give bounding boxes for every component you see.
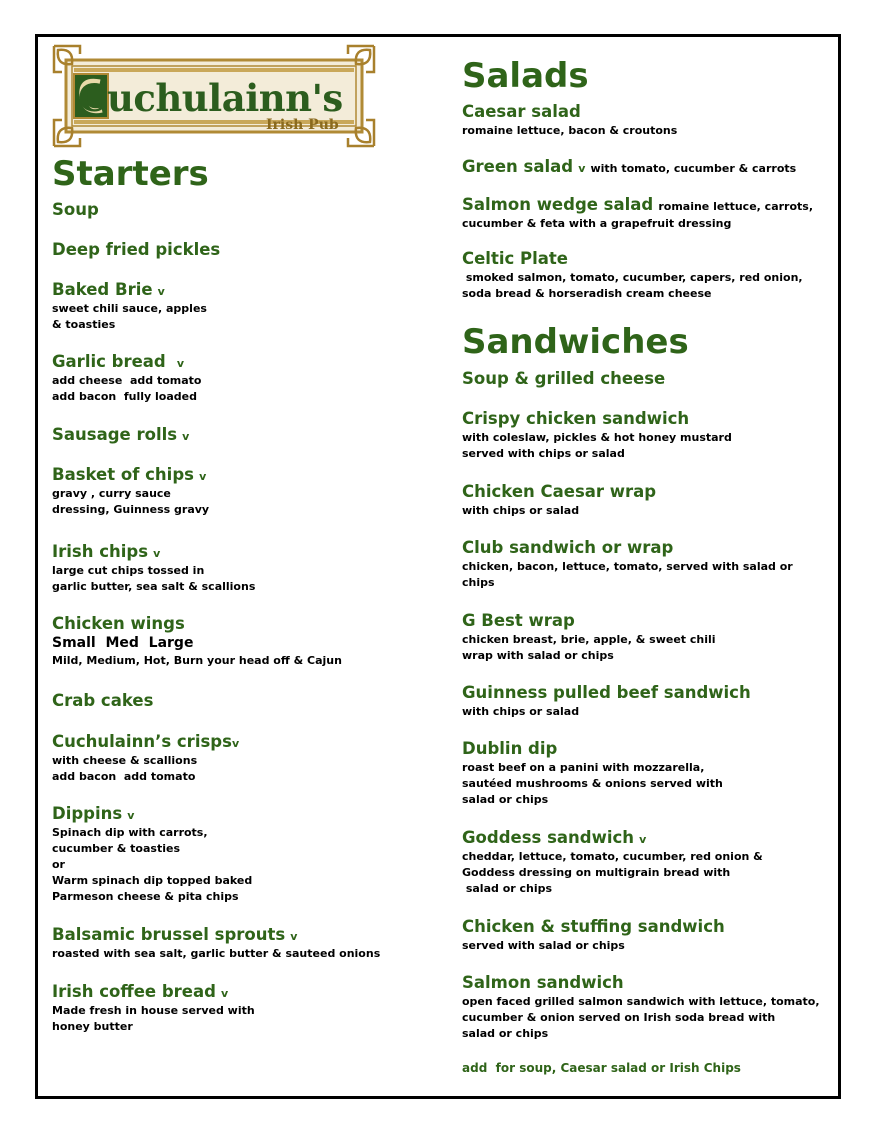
item-name: Deep fried pickles [52, 240, 221, 259]
vegetarian-marker: v [182, 430, 190, 443]
item-description: smoked salmon, tomato, cucumber, capers, red onion, soda bread & horseradish cream cheese [462, 271, 803, 300]
menu-item [52, 200, 422, 220]
item-name: G Best wrap [462, 611, 575, 630]
vegetarian-marker: v [221, 987, 229, 1000]
menu-item [462, 157, 834, 177]
item-description: Spinach dip with carrots, cucumber & toasties or Warm spinach dip topped baked Parmeson cheese & pita chips [52, 826, 253, 903]
item-description: Made fresh in house served with honey butter [52, 1004, 255, 1033]
menu-item [462, 538, 834, 591]
item-name: Cuchulainn’s crisps [52, 732, 232, 751]
item-name: Caesar salad [462, 102, 581, 121]
menu-item [52, 352, 422, 405]
menu-item [52, 614, 422, 669]
wing-sizes: Small Med Large [52, 635, 194, 651]
item-description: large cut chips tossed in garlic butter, sea salt & scallions [52, 564, 256, 593]
item-name: Club sandwich or wrap [462, 538, 674, 557]
item-description: gravy , curry sauce dressing, Guinness gravy [52, 487, 210, 516]
menu-item [462, 917, 834, 954]
vegetarian-marker: v [157, 285, 165, 298]
item-name: Crab cakes [52, 691, 154, 710]
menu-item [52, 732, 422, 785]
item-name: Soup [52, 200, 99, 219]
item-name: Basket of chips [52, 465, 194, 484]
item-name: Irish coffee bread [52, 982, 216, 1001]
menu-item [52, 691, 422, 711]
item-name: Irish chips [52, 542, 149, 561]
item-name: Sausage rolls [52, 425, 178, 444]
item-name: Crispy chicken sandwich [462, 409, 690, 428]
menu-item [462, 828, 834, 897]
item-name: Garlic bread [52, 352, 166, 371]
item-name: Guinness pulled beef sandwich [462, 683, 751, 702]
menu-item [52, 240, 422, 260]
item-name: Goddess sandwich [462, 828, 635, 847]
item-name: Green salad [462, 157, 574, 176]
item-description: romaine lettuce, bacon & croutons [462, 124, 678, 137]
item-name: Chicken wings [52, 614, 185, 633]
item-description: chicken breast, brie, apple, & sweet chili wrap with salad or chips [462, 633, 716, 662]
vegetarian-marker: v [176, 357, 185, 370]
menu-item [462, 409, 834, 462]
logo-title: Cuchulainn's [78, 76, 343, 120]
item-description: sweet chili sauce, apples & toasties [52, 302, 207, 331]
vegetarian-marker: v [290, 930, 298, 943]
item-inline-description: with tomato, cucumber & carrots [590, 162, 797, 175]
vegetarian-marker: v [639, 833, 647, 846]
pub-logo [52, 44, 376, 148]
sandwiches-heading: Sandwiches [462, 322, 689, 362]
add-on-note: add for soup, Caesar salad or Irish Chips [462, 1061, 741, 1075]
vegetarian-marker: v [127, 809, 135, 822]
menu-item [52, 280, 422, 333]
item-name: Soup & grilled cheese [462, 369, 666, 388]
menu-item [462, 739, 834, 808]
logo-subtitle: Irish Pub [266, 117, 339, 133]
item-name: Salmon sandwich [462, 973, 624, 992]
menu-item [52, 925, 422, 962]
item-name: Celtic Plate [462, 249, 568, 268]
menu-item [52, 425, 422, 445]
item-name: Salmon wedge salad [462, 195, 654, 214]
item-description: cheddar, lettuce, tomato, cucumber, red onion & Goddess dressing on multigrain bread with salad or chips [462, 850, 763, 895]
vegetarian-marker: v [153, 547, 161, 560]
item-inline-description: romaine lettuce, carrots, [658, 200, 814, 213]
item-name: Chicken & stuffing sandwich [462, 917, 725, 936]
item-description: chicken, bacon, lettuce, tomato, served with salad or chips [462, 560, 793, 589]
vegetarian-marker: v [578, 162, 586, 175]
menu-item [52, 465, 422, 518]
salads-heading: Salads [462, 56, 589, 96]
item-name: Baked Brie [52, 280, 153, 299]
vegetarian-marker: v [199, 470, 207, 483]
vegetarian-marker: v [231, 737, 240, 750]
item-description: roasted with sea salt, garlic butter & sauteed onions [52, 947, 381, 960]
item-description: Mild, Medium, Hot, Burn your head off & Cajun [52, 654, 342, 667]
menu-item [462, 611, 834, 664]
item-description: add cheese add tomato add bacon fully loaded [52, 374, 202, 403]
starters-heading: Starters [52, 154, 209, 194]
item-description: open faced grilled salmon sandwich with lettuce, tomato, cucumber & onion served on Irish soda bread with salad or chips [462, 995, 820, 1040]
menu-item [462, 973, 834, 1042]
item-description: roast beef on a panini with mozzarella, sautéed mushrooms & onions served with salad or chips [462, 761, 723, 806]
menu-item [52, 982, 422, 1035]
item-name: Chicken Caesar wrap [462, 482, 657, 501]
item-description: with cheese & scallions add bacon add tomato [52, 754, 198, 783]
item-description: cucumber & feta with a grapefruit dressing [462, 217, 732, 230]
item-description: with chips or salad [462, 504, 580, 517]
menu-item [52, 804, 422, 905]
item-name: Balsamic brussel sprouts [52, 925, 286, 944]
menu-item [52, 542, 422, 595]
menu-item [462, 369, 834, 389]
item-name: Dippins [52, 804, 123, 823]
menu-item [462, 683, 834, 720]
menu-item [462, 249, 834, 302]
menu-item [462, 195, 834, 232]
item-description: served with salad or chips [462, 939, 625, 952]
item-name: Dublin dip [462, 739, 558, 758]
item-description: with chips or salad [462, 705, 580, 718]
item-description: with coleslaw, pickles & hot honey mustard served with chips or salad [462, 431, 732, 460]
menu-item [462, 102, 834, 139]
menu-item [462, 482, 834, 519]
